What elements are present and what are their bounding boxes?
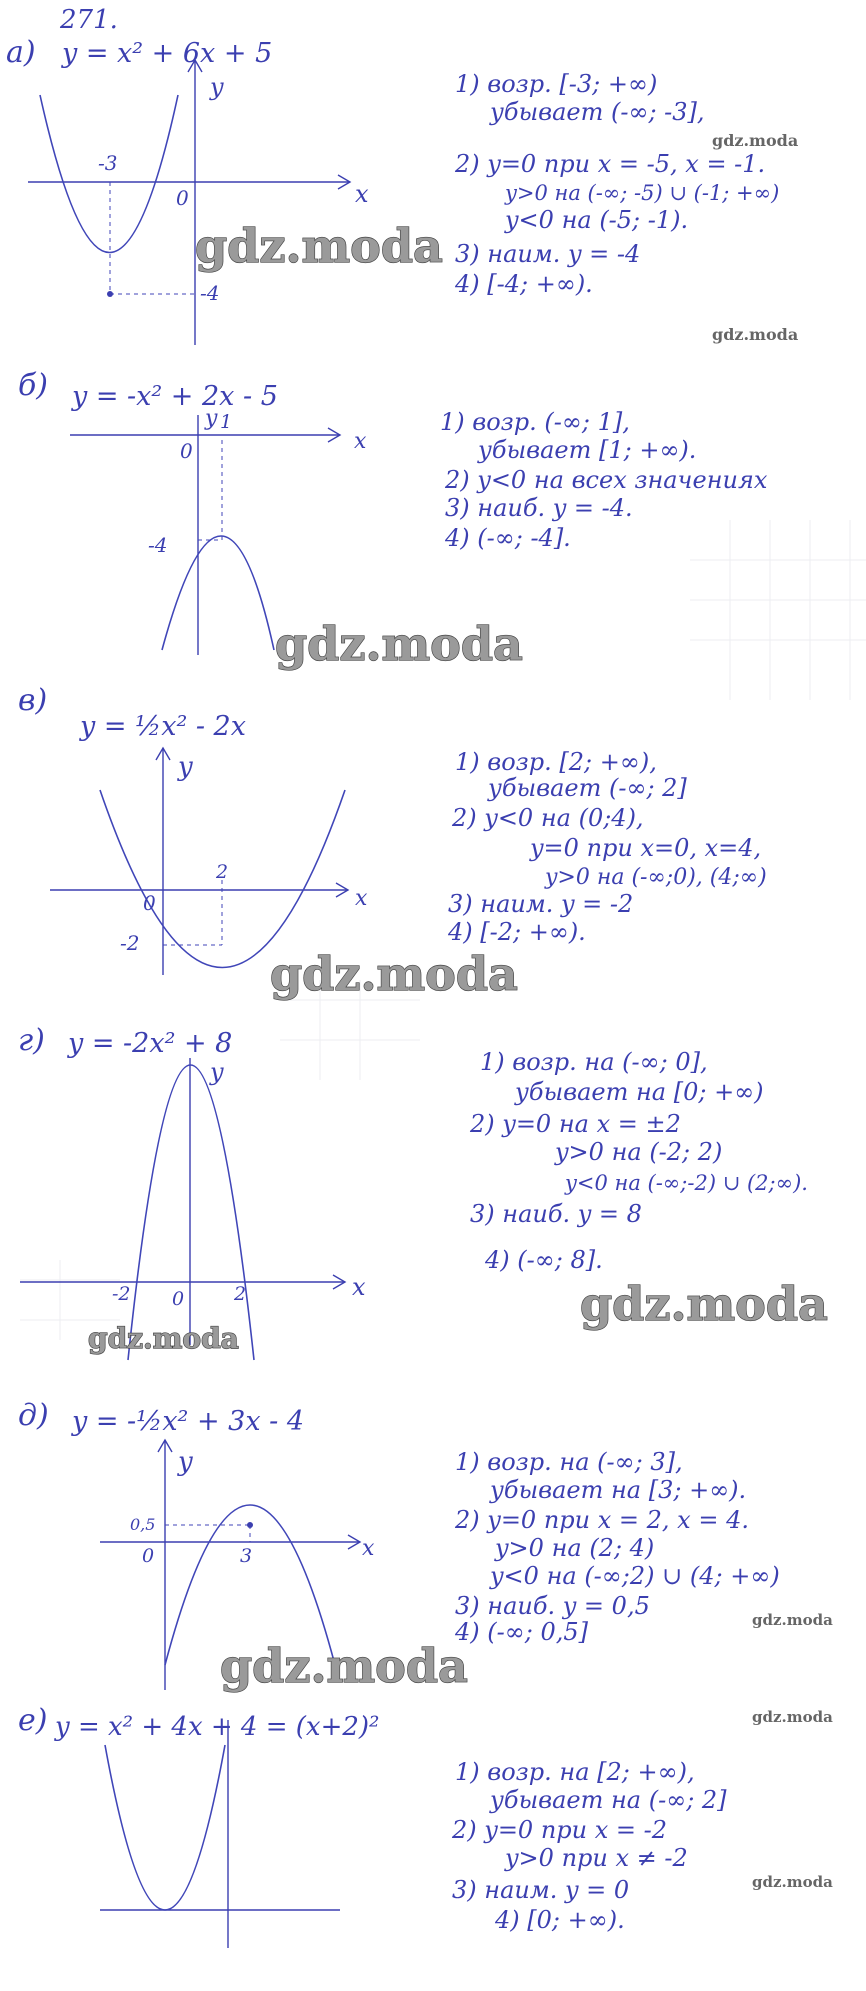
- part-v-x-label: x: [355, 886, 368, 911]
- part-b-label-origin: 0: [180, 439, 193, 463]
- part-g-equation: y = -2x² + 8: [68, 1028, 233, 1059]
- part-b-answer-4: 3) наиб. y = -4.: [445, 494, 633, 522]
- part-d-answer-6: 3) наиб. y = 0,5: [455, 1592, 650, 1620]
- part-e-answer-2: убывает на (-∞; 2]: [490, 1786, 727, 1814]
- part-a-vertex-point: [107, 291, 113, 297]
- part-a-answer-6: 3) наим. y = -4: [455, 240, 641, 268]
- part-d-answer-2: убывает на [3; +∞).: [490, 1476, 747, 1504]
- part-b-letter: б): [18, 368, 49, 403]
- part-g-label-origin: 0: [172, 1288, 185, 1310]
- watermark-large: gdz.moda: [270, 947, 518, 1001]
- part-a-y-label: y: [210, 73, 224, 101]
- part-a-x-label: x: [355, 180, 369, 208]
- part-d-vertex-point: [247, 1522, 253, 1528]
- part-v-letter: в): [18, 683, 48, 718]
- part-b-answers: [440, 408, 768, 552]
- part-g-answer-2: убывает на [0; +∞): [515, 1078, 764, 1106]
- part-a-label-neg3: -3: [98, 151, 118, 175]
- part-g-letter: г): [18, 1023, 45, 1058]
- part-g-answer-3: 2) y=0 на x = ±2: [470, 1110, 681, 1138]
- part-b-answer-2: убывает [1; +∞).: [478, 436, 697, 464]
- watermark-small: gdz.moda: [712, 325, 799, 344]
- part-b: [18, 368, 768, 655]
- part-a-answer-1: 1) возр. [-3; +∞): [455, 70, 658, 98]
- part-v-answer-5: y>0 на (-∞;0), (4;∞): [545, 865, 767, 890]
- watermark-large: gdz.moda: [275, 617, 523, 671]
- part-v-answer-6: 3) наим. y = -2: [448, 890, 634, 918]
- part-b-label-1: 1: [220, 411, 233, 433]
- part-v-equation: y = ½x² - 2x: [80, 711, 246, 742]
- watermark-small: gdz.moda: [752, 1611, 833, 1629]
- part-e-answer-5: 3) наим. y = 0: [452, 1876, 630, 1904]
- part-g-label-2: 2: [234, 1283, 247, 1305]
- part-a-answer-7: 4) [-4; +∞).: [455, 270, 593, 298]
- part-e-parabola: [105, 1745, 225, 1910]
- part-b-label-neg4: -4: [148, 533, 168, 557]
- part-a-letter: а): [6, 35, 36, 70]
- watermark-small: gdz.moda: [752, 1873, 833, 1891]
- part-d-answers: [454, 1448, 780, 1646]
- part-d-answer-4: y>0 на (2; 4): [495, 1534, 655, 1562]
- part-e-answer-1: 1) возр. на [2; +∞),: [455, 1758, 695, 1786]
- part-g-answer-5: y<0 на (-∞;-2) ∪ (2;∞).: [565, 1171, 808, 1195]
- part-a-label-origin: 0: [176, 186, 189, 210]
- part-a-answer-2: убывает (-∞; -3],: [490, 98, 705, 126]
- part-d-answer-7: 4) (-∞; 0,5]: [455, 1618, 588, 1646]
- part-d-answer-3: 2) y=0 при x = 2, x = 4.: [455, 1506, 749, 1534]
- part-d-x-label: x: [362, 1536, 375, 1561]
- part-g-y-label: y: [210, 1058, 224, 1086]
- part-e-answers: [451, 1758, 727, 1934]
- part-d-label-half: 0,5: [130, 1515, 156, 1534]
- part-v: [18, 683, 767, 975]
- part-e-equation: y = x² + 4x + 4 = (x+2)²: [55, 1712, 380, 1742]
- part-e-answer-4: y>0 при x ≠ -2: [505, 1844, 688, 1872]
- part-v-answers: [447, 748, 767, 946]
- part-g-answer-4: y>0 на (-2; 2): [555, 1138, 723, 1166]
- watermark-large: gdz.moda: [195, 219, 443, 273]
- part-a-equation: y = x² + 6x + 5: [62, 38, 273, 69]
- part-a-answers: [454, 70, 779, 298]
- part-e-letter: е): [18, 1703, 48, 1738]
- part-b-answer-5: 4) (-∞; -4].: [445, 524, 571, 552]
- part-g-x-label: x: [352, 1273, 366, 1301]
- part-d-answer-1: 1) возр. на (-∞; 3],: [455, 1448, 683, 1476]
- part-a-answer-4: y>0 на (-∞; -5) ∪ (-1; +∞): [505, 181, 780, 205]
- part-d-y-label: y: [178, 1447, 193, 1477]
- part-b-answer-1: 1) возр. (-∞; 1],: [440, 408, 630, 436]
- problem-number: 271.: [60, 5, 118, 35]
- part-b-x-label: x: [354, 429, 367, 454]
- part-d-answer-5: y<0 на (-∞;2) ∪ (4; +∞): [490, 1562, 780, 1590]
- part-g-parabola: [128, 1065, 254, 1360]
- part-g-label-neg2: -2: [112, 1283, 131, 1305]
- part-g-answer-7: 4) (-∞; 8].: [485, 1246, 603, 1274]
- part-g-answer-6: 3) наиб. y = 8: [470, 1200, 642, 1228]
- part-v-answer-7: 4) [-2; +∞).: [448, 918, 586, 946]
- part-v-answer-3: 2) y<0 на (0;4),: [452, 804, 644, 832]
- watermark-small: gdz.moda: [712, 131, 799, 150]
- part-d-label-3: 3: [240, 1545, 253, 1567]
- part-g-answers: [469, 1048, 808, 1274]
- part-v-answer-2: убывает (-∞; 2]: [488, 774, 687, 802]
- part-v-answer-4: y=0 при x=0, x=4,: [530, 834, 762, 862]
- watermark-medium: gdz.moda: [88, 1322, 239, 1355]
- part-d-letter: д): [18, 1398, 49, 1433]
- part-g-answer-1: 1) возр. на (-∞; 0],: [480, 1048, 708, 1076]
- part-b-equation: y = -x² + 2x - 5: [72, 381, 278, 412]
- part-v-label-origin: 0: [143, 891, 156, 915]
- watermark-large: gdz.moda: [580, 1277, 828, 1331]
- part-d-equation: y = -½x² + 3x - 4: [72, 1406, 305, 1437]
- part-a-answer-5: y<0 на (-5; -1).: [505, 206, 689, 234]
- part-a-label-neg4: -4: [200, 281, 220, 305]
- part-b-answer-3: 2) y<0 на всех значениях: [445, 466, 768, 494]
- part-e-answer-6: 4) [0; +∞).: [495, 1906, 625, 1934]
- part-v-label-neg2: -2: [120, 931, 140, 955]
- part-a: [6, 5, 779, 345]
- part-v-answer-1: 1) возр. [2; +∞),: [455, 748, 657, 776]
- part-v-label-2: 2: [216, 861, 229, 883]
- part-e: [18, 1703, 727, 1948]
- part-b-y-label: y: [205, 406, 218, 431]
- part-e-answer-3: 2) y=0 при x = -2: [452, 1816, 668, 1844]
- part-a-answer-3: 2) y=0 при x = -5, x = -1.: [455, 150, 766, 178]
- watermark-large: gdz.moda: [220, 1639, 468, 1693]
- part-d-label-origin: 0: [142, 1545, 155, 1567]
- watermark-small: gdz.moda: [752, 1708, 833, 1726]
- part-b-parabola: [162, 536, 274, 650]
- part-v-y-label: y: [178, 752, 193, 782]
